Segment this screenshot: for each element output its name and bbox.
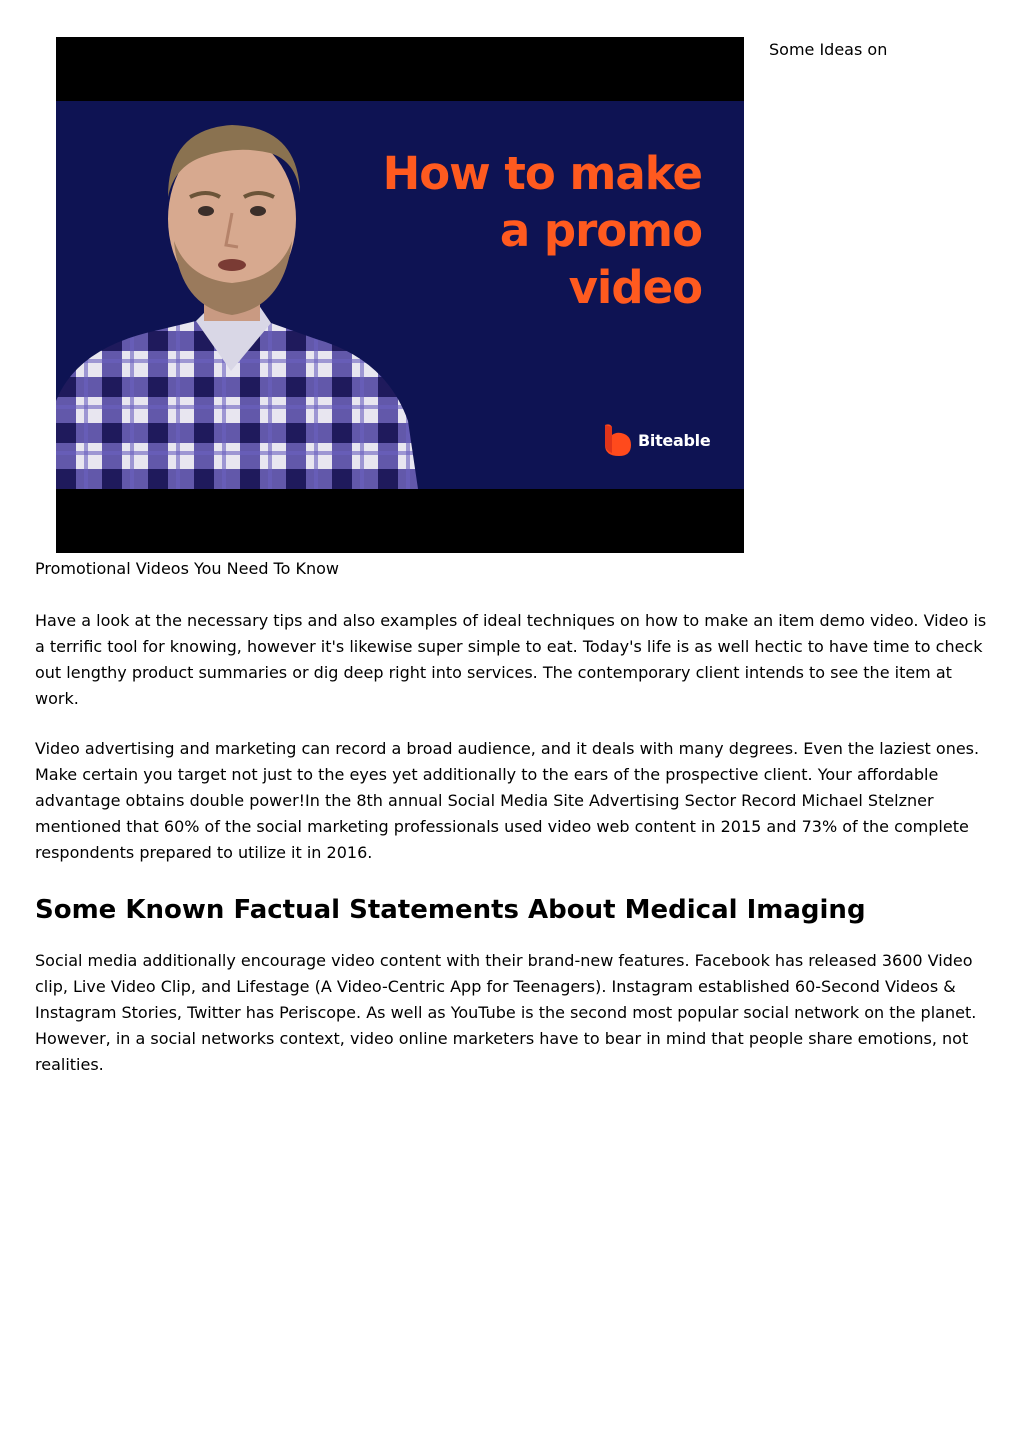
hero-video-thumbnail[interactable] <box>56 37 744 553</box>
section-paragraph: Social media additionally encourage video content with their brand-new features. Facebook has released 3600 Video clip, Live Video Clip, and Lifestage (A Video-Centric App for Teenagers). Instagram established 60-Second Videos & Instagram Stories, Twitter has Periscope. As well as YouTube is the second most popular social network on the planet. However, in a social networks context, video online marketers have to bear in mind that people share emotions, not realities. <box>35 951 977 1074</box>
headline-line: How to make <box>382 147 702 200</box>
article-body <box>35 556 995 1102</box>
headline-line: video <box>568 261 702 314</box>
biteable-logo-icon <box>602 423 632 457</box>
thumbnail-headline <box>342 145 702 316</box>
brand-name: Biteable <box>638 430 711 450</box>
thumbnail-panel <box>56 101 744 489</box>
paragraph: Have a look at the necessary tips and also examples of ideal techniques on how to make an item demo video. Video is a terrific tool for knowing, however it's likewise super simple to eat. Today's life is as well hectic to have time to check out lengthy product summaries or dig deep right into services. The contemporary client intends to see the item at work. <box>35 611 987 708</box>
caption-end: Promotional Videos You Need To Know <box>35 559 339 578</box>
headline-line: a promo <box>499 204 702 257</box>
brand-logo <box>602 423 710 457</box>
caption-start: Some Ideas on <box>769 40 888 59</box>
section-heading: Some Known Factual Statements About Medical Imaging <box>35 895 866 925</box>
paragraph: Video advertising and marketing can record a broad audience, and it deals with many degrees. Even the laziest ones. Make certain you target not just to the eyes yet additionally to the ears of the prospective client. Your affordable advantage obtains double power!In the 8th annual Social Media Site Advertising Sector Record Michael Stelzner mentioned that 60% of the social marketing professionals used video web content in 2015 and 73% of the complete respondents prepared to utilize it in 2016. <box>35 739 980 862</box>
